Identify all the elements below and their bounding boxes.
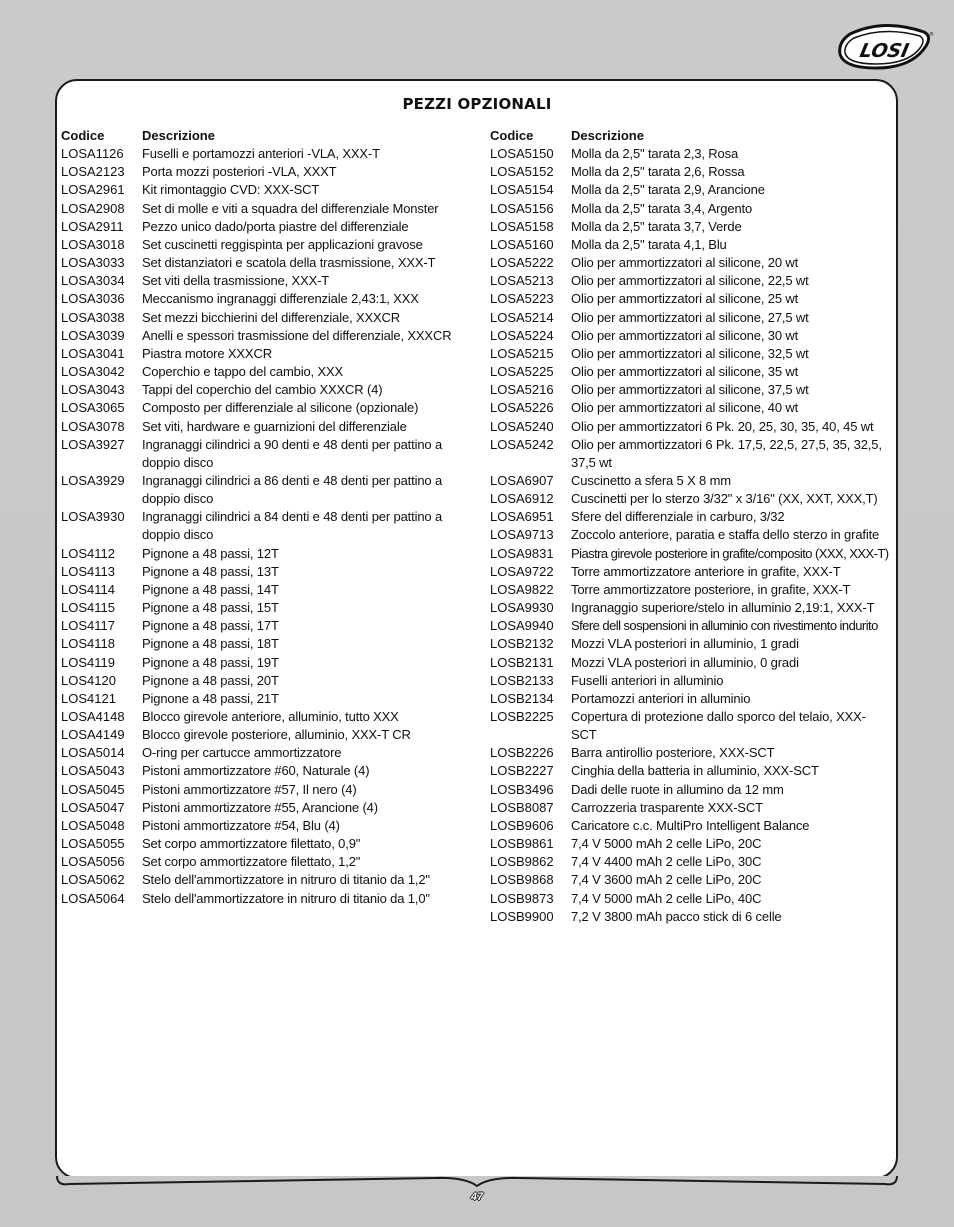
part-description: Pignone a 48 passi, 20T: [142, 672, 279, 688]
table-row: [490, 508, 890, 526]
table-row: [61, 181, 461, 199]
table-row: [490, 236, 890, 254]
part-code: LOSA2908: [61, 200, 125, 216]
table-row: [61, 744, 461, 762]
part-code: LOSA5215: [490, 345, 554, 361]
part-code: LOSA3033: [61, 255, 125, 271]
part-description: Molla da 2,5" tarata 3,7, Verde: [571, 218, 742, 234]
part-description: Ingranaggio superiore/stelo in alluminio 2,19:1, XXX-T: [571, 600, 875, 616]
part-description: Zoccolo anteriore, paratia e staffa dello sterzo in grafite: [571, 527, 880, 543]
part-description: Piastra motore XXXCR: [142, 345, 272, 361]
part-code: LOSA9831: [490, 545, 554, 561]
part-description: Olio per ammortizzatori al silicone, 32,5 wt: [571, 345, 809, 361]
table-row: [490, 708, 890, 744]
part-description: Dadi delle ruote in allumino da 12 mm: [571, 781, 784, 797]
part-description: 7,4 V 4400 mAh 2 celle LiPo, 30C: [571, 854, 762, 870]
part-description: Molla da 2,5" tarata 2,9, Arancione: [571, 182, 765, 198]
part-code: LOS4118: [61, 636, 115, 652]
part-code: LOSA5045: [61, 781, 125, 797]
part-description: Piastra girevole posteriore in grafite/composito (XXX, XXX-T): [571, 545, 889, 561]
table-row: [61, 200, 461, 218]
part-code: LOSA3038: [61, 309, 125, 325]
part-code: LOSB3496: [490, 781, 554, 797]
table-row: [61, 327, 461, 345]
description-header: Descrizione: [571, 128, 644, 143]
part-code: LOSB2227: [490, 763, 554, 779]
part-description: Olio per ammortizzatori al silicone, 27,5 wt: [571, 309, 809, 325]
part-description: Set viti, hardware e guarnizioni del differenziale: [142, 418, 407, 434]
part-code: LOSA5154: [490, 182, 554, 198]
table-row: [490, 272, 890, 290]
table-body: [61, 145, 461, 908]
part-code: LOS4115: [61, 600, 115, 616]
part-description: Cinghia della batteria in alluminio, XXX-SCT: [571, 763, 819, 779]
part-description: Set distanziatori e scatola della trasmissione, XXX-T: [142, 255, 436, 271]
part-code: LOSA2911: [61, 218, 124, 234]
table-row: [490, 290, 890, 308]
table-row: [61, 654, 461, 672]
part-code: LOSA4148: [61, 709, 125, 724]
table-row: [490, 817, 890, 835]
table-row: [490, 908, 890, 926]
part-code: LOSB9900: [490, 908, 554, 924]
part-description: Sfere dell sospensioni in alluminio con rivestimento indurito: [571, 618, 878, 634]
part-code: LOSB2225: [490, 709, 554, 724]
table-header: [490, 127, 890, 145]
part-description: Pignone a 48 passi, 13T: [142, 563, 279, 579]
table-row: [61, 762, 461, 780]
table-row: [490, 490, 890, 508]
part-code: LOSB2134: [490, 690, 554, 706]
losi-logo: [836, 24, 932, 72]
part-description: Olio per ammortizzatori al silicone, 25 wt: [571, 291, 799, 307]
part-description: 7,4 V 3600 mAh 2 celle LiPo, 20C: [571, 872, 762, 888]
part-description: Pignone a 48 passi, 21T: [142, 690, 279, 706]
table-row: [61, 599, 461, 617]
table-row: [490, 581, 890, 599]
part-description: Fuselli e portamozzi anteriori -VLA, XXX-T: [142, 146, 380, 162]
part-description: 7,4 V 5000 mAh 2 celle LiPo, 40C: [571, 890, 762, 906]
table-row: [490, 690, 890, 708]
part-description: Ingranaggi cilindrici a 84 denti e 48 denti per pattino a doppio disco: [142, 509, 443, 543]
part-description: Olio per ammortizzatori 6 Pk. 20, 25, 30, 35, 40, 45 wt: [571, 418, 874, 434]
table-row: [61, 835, 461, 853]
part-code: LOSA5056: [61, 854, 125, 870]
table-row: [490, 399, 890, 417]
part-code: LOS4114: [61, 581, 115, 597]
part-description: Anelli e spessori trasmissione del differenziale, XXXCR: [142, 327, 452, 343]
table-row: [61, 254, 461, 272]
part-code: LOSB9861: [490, 836, 554, 852]
table-row: [61, 563, 461, 581]
table-row: [61, 218, 461, 236]
table-row: [490, 327, 890, 345]
table-row: [490, 835, 890, 853]
part-description: Olio per ammortizzatori al silicone, 30 wt: [571, 327, 799, 343]
table-row: [61, 853, 461, 871]
part-code: LOSA9822: [490, 581, 554, 597]
part-code: LOSB2133: [490, 672, 554, 688]
part-code: LOSA5048: [61, 817, 125, 833]
page-number: 47: [470, 1191, 484, 1203]
part-code: LOSA6912: [490, 491, 554, 507]
part-code: LOSA3929: [61, 472, 125, 488]
part-code: LOSA5062: [61, 872, 125, 888]
table-row: [490, 890, 890, 908]
table-row: [61, 381, 461, 399]
table-row: [61, 418, 461, 436]
part-description: Ingranaggi cilindrici a 90 denti e 48 denti per pattino a doppio disco: [142, 436, 443, 470]
table-row: [61, 871, 461, 889]
part-description: Torre ammortizzatore anteriore in grafite, XXX-T: [571, 563, 841, 579]
part-description: Composto per differenziale al silicone (opzionale): [142, 400, 419, 416]
table-row: [490, 526, 890, 544]
part-description: Pignone a 48 passi, 12T: [142, 545, 279, 561]
table-row: [61, 672, 461, 690]
part-description: Blocco girevole anteriore, alluminio, tutto XXX: [142, 709, 399, 724]
part-description: Cuscinetti per lo sterzo 3/32" x 3/16" (XX, XXT, XXX,T): [571, 491, 878, 507]
part-code: LOSA3930: [61, 509, 125, 525]
table-row: [490, 345, 890, 363]
part-description: Molla da 2,5" tarata 3,4, Argento: [571, 200, 753, 216]
part-code: LOSA5156: [490, 200, 554, 216]
part-code: LOSA5242: [490, 436, 554, 452]
table-row: [490, 635, 890, 653]
part-code: LOSA5158: [490, 218, 554, 234]
part-description: Molla da 2,5" tarata 2,6, Rossa: [571, 164, 745, 180]
part-code: LOSA5014: [61, 745, 125, 761]
part-code: LOSA5043: [61, 763, 125, 779]
table-row: [490, 599, 890, 617]
part-code: LOS4119: [61, 654, 115, 670]
part-description: Pistoni ammortizzatore #54, Blu (4): [142, 817, 340, 833]
part-code: LOSA5064: [61, 890, 125, 906]
part-code: LOSB8087: [490, 799, 554, 815]
part-description: O-ring per cartucce ammortizzatore: [142, 745, 342, 761]
part-code: LOS4112: [61, 545, 115, 561]
part-description: Ingranaggi cilindrici a 86 denti e 48 denti per pattino a doppio disco: [142, 472, 443, 507]
part-description: Meccanismo ingranaggi differenziale 2,43:1, XXX: [142, 291, 419, 307]
part-code: LOSA4149: [61, 727, 125, 743]
part-code: LOSA3065: [61, 400, 125, 416]
part-description: Set corpo ammortizzatore filettato, 0,9": [142, 836, 361, 852]
part-code: LOSA5160: [490, 236, 554, 252]
table-row: [490, 853, 890, 871]
part-code: LOSB9606: [490, 817, 554, 833]
table-row: [61, 817, 461, 835]
part-description: Portamozzi anteriori in alluminio: [571, 690, 751, 706]
table-row: [490, 672, 890, 690]
part-description: Fuselli anteriori in alluminio: [571, 672, 724, 688]
code-header: Codice: [490, 128, 534, 143]
part-description: Stelo dell'ammortizzatore in nitruro di titanio da 1,0": [142, 890, 430, 906]
part-code: LOSA5213: [490, 273, 554, 289]
part-description: Molla da 2,5" tarata 2,3, Rosa: [571, 146, 739, 162]
table-row: [61, 290, 461, 308]
part-code: LOSA5152: [490, 164, 554, 180]
table-row: [490, 309, 890, 327]
table-row: [490, 218, 890, 236]
part-code: LOSB2132: [490, 636, 554, 652]
part-description: Pezzo unico dado/porta piastre del differenziale: [142, 218, 409, 234]
table-row: [61, 399, 461, 417]
part-code: LOSA5226: [490, 400, 554, 416]
part-code: LOSA5222: [490, 255, 554, 271]
table-row: [61, 581, 461, 599]
part-description: Copertura di protezione dallo sporco del telaio, XXX-SCT: [571, 709, 866, 743]
table-row: [61, 545, 461, 563]
table-row: [490, 563, 890, 581]
part-description: Stelo dell'ammortizzatore in nitruro di titanio da 1,2": [142, 872, 430, 888]
part-description: Olio per ammortizzatori al silicone, 37,5 wt: [571, 382, 809, 398]
table-row: [490, 163, 890, 181]
table-row: [490, 654, 890, 672]
part-code: LOSA5225: [490, 364, 554, 380]
table-row: [490, 254, 890, 272]
part-code: LOSA5240: [490, 418, 554, 434]
part-code: LOSA6951: [490, 509, 554, 525]
table-row: [490, 617, 890, 635]
part-code: LOSA3042: [61, 364, 125, 380]
table-row: [490, 545, 890, 563]
part-description: 7,4 V 5000 mAh 2 celle LiPo, 20C: [571, 836, 762, 852]
table-row: [490, 762, 890, 780]
part-code: LOSA5216: [490, 382, 554, 398]
part-code: LOSA3078: [61, 418, 125, 434]
part-code: LOSA3043: [61, 382, 125, 398]
part-description: Sfere del differenziale in carburo, 3/32: [571, 509, 785, 525]
table-row: [490, 145, 890, 163]
table-row: [490, 744, 890, 762]
part-description: Blocco girevole posteriore, alluminio, XXX-T CR: [142, 727, 411, 743]
table-header: [61, 127, 461, 145]
table-row: [490, 418, 890, 436]
table-row: [61, 272, 461, 290]
part-code: LOSA3036: [61, 291, 125, 307]
code-header: Codice: [61, 128, 105, 143]
part-code: LOSB9862: [490, 854, 554, 870]
part-description: Carrozzeria trasparente XXX-SCT: [571, 799, 763, 815]
part-code: LOS4113: [61, 563, 115, 579]
part-description: Caricatore c.c. MultiPro Intelligent Balance: [571, 817, 810, 833]
part-code: LOSA5223: [490, 291, 554, 307]
table-row: [490, 871, 890, 889]
part-description: Pignone a 48 passi, 18T: [142, 636, 279, 652]
part-code: LOSB9873: [490, 890, 554, 906]
table-row: [490, 363, 890, 381]
table-row: [490, 200, 890, 218]
table-row: [61, 617, 461, 635]
part-description: Olio per ammortizzatori 6 Pk. 17,5, 22,5, 27,5, 35, 32,5, 37,5 wt: [571, 436, 882, 470]
part-code: LOS4117: [61, 618, 115, 634]
part-code: LOSA3927: [61, 436, 125, 452]
part-description: Coperchio e tappo del cambio, XXX: [142, 364, 344, 380]
part-description: Set corpo ammortizzatore filettato, 1,2": [142, 854, 361, 870]
table-row: [61, 799, 461, 817]
part-description: Set mezzi bicchierini del differenziale, XXXCR: [142, 309, 401, 325]
table-row: [490, 472, 890, 490]
parts-table-left: [61, 127, 461, 908]
table-row: [490, 181, 890, 199]
part-description: Set viti della trasmissione, XXX-T: [142, 273, 330, 289]
table-row: [61, 163, 461, 181]
part-code: LOSA2123: [61, 164, 125, 180]
part-code: LOSB2226: [490, 745, 554, 761]
part-code: LOS4120: [61, 672, 116, 688]
part-description: Pistoni ammortizzatore #60, Naturale (4): [142, 763, 370, 779]
part-description: Cuscinetto a sfera 5 X 8 mm: [571, 472, 731, 488]
part-description: Olio per ammortizzatori al silicone, 22,5 wt: [571, 273, 809, 289]
part-description: Olio per ammortizzatori al silicone, 35 wt: [571, 364, 799, 380]
table-row: [61, 890, 461, 908]
table-row: [61, 436, 461, 472]
table-row: [490, 436, 890, 472]
part-description: Porta mozzi posteriori -VLA, XXXT: [142, 164, 337, 180]
table-row: [490, 781, 890, 799]
table-row: [61, 726, 461, 744]
part-description: Tappi del coperchio del cambio XXXCR (4): [142, 382, 383, 398]
part-code: LOSA9940: [490, 618, 554, 634]
part-code: LOSA2961: [61, 182, 125, 198]
table-row: [61, 508, 461, 544]
part-description: 7,2 V 3800 mAh pacco stick di 6 celle: [571, 908, 782, 924]
part-description: Set di molle e viti a squadra del differenziale Monster: [142, 200, 439, 216]
part-description: Pistoni ammortizzatore #57, Il nero (4): [142, 781, 357, 797]
part-code: LOSA3039: [61, 327, 125, 343]
part-description: Set cuscinetti reggispinta per applicazioni gravose: [142, 236, 423, 252]
part-description: Olio per ammortizzatori al silicone, 40 wt: [571, 400, 799, 416]
description-header: Descrizione: [142, 128, 215, 143]
part-description: Mozzi VLA posteriori in alluminio, 0 gradi: [571, 654, 799, 670]
part-description: Pistoni ammortizzatore #55, Arancione (4): [142, 799, 378, 815]
part-description: Kit rimontaggio CVD: XXX-SCT: [142, 182, 320, 198]
page-title: PEZZI OPZIONALI: [402, 95, 552, 113]
part-code: LOS4121: [61, 690, 116, 706]
table-row: [61, 690, 461, 708]
table-body: [490, 145, 890, 926]
table-row: [61, 363, 461, 381]
part-description: Molla da 2,5" tarata 4,1, Blu: [571, 236, 727, 252]
part-code: LOSB9868: [490, 872, 554, 888]
part-code: LOSA1126: [61, 146, 124, 162]
table-row: [61, 708, 461, 726]
part-code: LOSA5047: [61, 799, 125, 815]
part-description: Pignone a 48 passi, 14T: [142, 581, 279, 597]
part-description: Pignone a 48 passi, 17T: [142, 618, 279, 634]
part-description: Pignone a 48 passi, 15T: [142, 600, 279, 616]
part-code: LOSA3041: [61, 345, 125, 361]
part-description: Torre ammortizzatore posteriore, in grafite, XXX-T: [571, 581, 851, 597]
logo-text: LOSI: [857, 39, 911, 62]
part-code: LOSA3034: [61, 273, 125, 289]
part-code: LOSA5214: [490, 309, 554, 325]
table-row: [61, 309, 461, 327]
part-code: LOSA5224: [490, 327, 554, 343]
table-row: [490, 381, 890, 399]
part-code: LOSA5150: [490, 146, 554, 162]
part-code: LOSA9722: [490, 563, 554, 579]
table-row: [61, 345, 461, 363]
part-description: Olio per ammortizzatori al silicone, 20 wt: [571, 255, 799, 271]
part-code: LOSA6907: [490, 472, 554, 488]
part-description: Barra antirollio posteriore, XXX-SCT: [571, 745, 775, 761]
table-row: [61, 635, 461, 653]
part-code: LOSA5055: [61, 836, 125, 852]
table-row: [61, 472, 461, 508]
svg-text:®: ®: [929, 32, 934, 38]
table-row: [61, 145, 461, 163]
part-description: Pignone a 48 passi, 19T: [142, 654, 279, 670]
part-description: Mozzi VLA posteriori in alluminio, 1 gradi: [571, 636, 799, 652]
part-code: LOSB2131: [490, 654, 554, 670]
table-row: [61, 236, 461, 254]
part-code: LOSA3018: [61, 236, 125, 252]
part-code: LOSA9713: [490, 527, 554, 543]
table-row: [61, 781, 461, 799]
part-code: LOSA9930: [490, 600, 554, 616]
parts-table-right: [490, 127, 890, 926]
table-row: [490, 799, 890, 817]
